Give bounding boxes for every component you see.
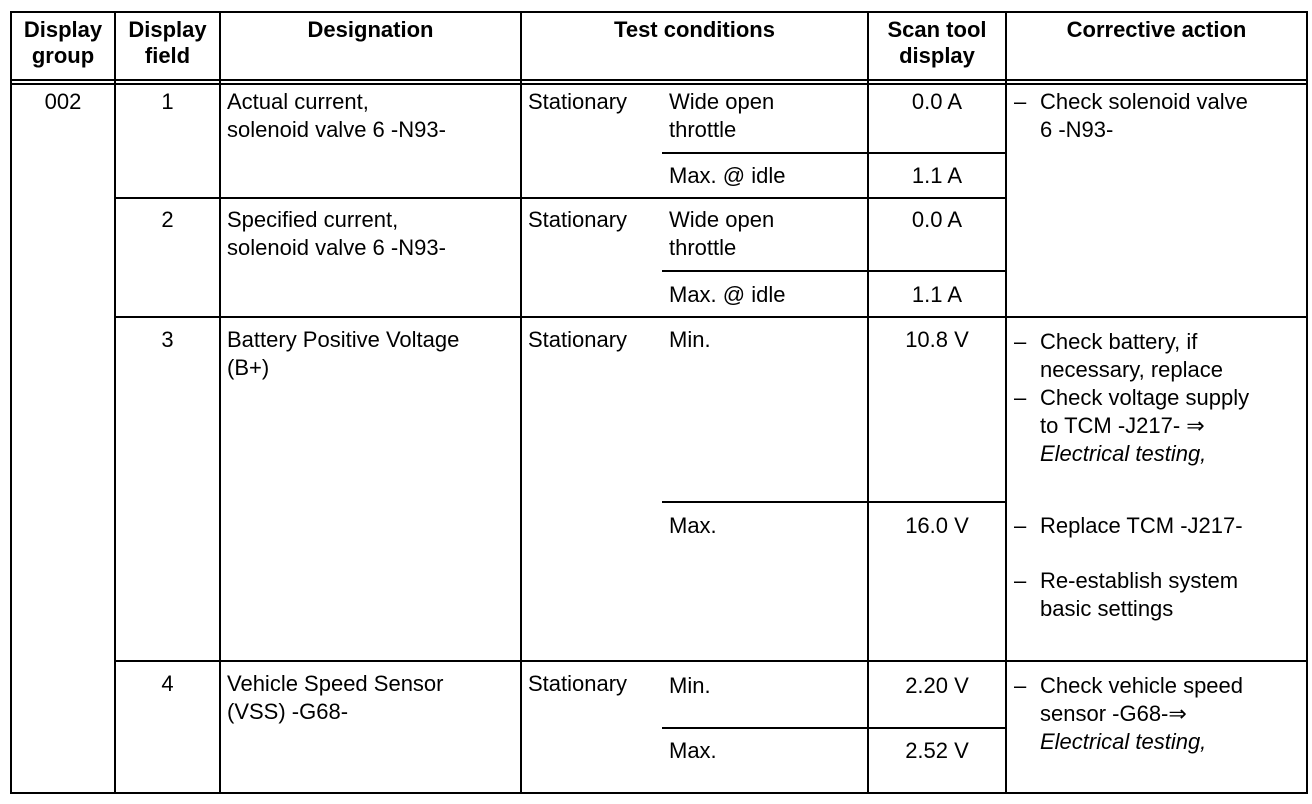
header-scan-tool-display: Scan tool display — [887, 17, 987, 68]
designation-4: Vehicle Speed Sensor (VSS) -G68- — [227, 671, 444, 724]
row-sep-3 — [114, 660, 1308, 662]
test-4b-label: Max. — [669, 738, 717, 763]
header-corrective-action: Corrective action — [1066, 17, 1247, 42]
test-3a-label: Min. — [669, 327, 711, 352]
action-6: Check vehicle speed sensor -G68-⇒ Electrical testing, — [1040, 673, 1244, 754]
action-3-dash: – — [1014, 385, 1027, 410]
test-3a-value: 10.8 V — [905, 327, 969, 352]
action-3: Check voltage supply to TCM -J217- ⇒ Electrical testing, — [1040, 385, 1250, 466]
action-4-dash: – — [1014, 513, 1027, 538]
header-divider-2 — [10, 83, 1308, 85]
action-5: Re-establish system basic settings — [1040, 568, 1239, 621]
subrow-sep-2 — [662, 270, 1007, 272]
test-4a-label: Min. — [669, 673, 711, 698]
action-2: Check battery, if necessary, replace — [1040, 329, 1224, 382]
header-display-group: Display group — [23, 17, 103, 68]
table-border-right — [1306, 11, 1308, 794]
col-sep-5 — [1005, 11, 1007, 794]
field-3: 3 — [161, 327, 174, 352]
action-5-dash: – — [1014, 568, 1027, 593]
condition-1: Stationary — [528, 89, 628, 114]
designation-3: Battery Positive Voltage (B+) — [227, 327, 460, 380]
test-1a-label: Wide open throttle — [669, 89, 775, 142]
test-3b-value: 16.0 V — [905, 513, 969, 538]
action-4: Replace TCM -J217- — [1040, 513, 1243, 538]
col-sep-3 — [520, 11, 522, 794]
action-1-dash: – — [1014, 89, 1027, 114]
header-display-field: Display field — [128, 17, 207, 68]
display-group-value: 002 — [44, 89, 82, 114]
test-1b-label: Max. @ idle — [669, 163, 786, 188]
table-border-top — [10, 11, 1308, 13]
action-1: Check solenoid valve 6 -N93- — [1040, 89, 1248, 142]
subrow-sep-3 — [662, 501, 1007, 503]
test-2b-label: Max. @ idle — [669, 282, 786, 307]
designation-2: Specified current, solenoid valve 6 -N93- — [227, 207, 446, 260]
header-divider — [10, 79, 1308, 81]
test-4a-value: 2.20 V — [905, 673, 969, 698]
test-2a-label: Wide open throttle — [669, 207, 775, 260]
test-3b-label: Max. — [669, 513, 717, 538]
action-6-dash: – — [1014, 673, 1027, 698]
designation-1: Actual current, solenoid valve 6 -N93- — [227, 89, 446, 142]
row-sep-1 — [114, 197, 1007, 199]
test-4b-value: 2.52 V — [905, 738, 969, 763]
field-4: 4 — [161, 671, 174, 696]
test-2a-value: 0.0 A — [911, 207, 963, 232]
test-2b-value: 1.1 A — [911, 282, 963, 307]
test-1a-value: 0.0 A — [911, 89, 963, 114]
col-sep-2 — [219, 11, 221, 794]
test-1b-value: 1.1 A — [911, 163, 963, 188]
header-designation: Designation — [307, 17, 434, 42]
subrow-sep-4 — [662, 727, 1007, 729]
condition-2: Stationary — [528, 207, 628, 232]
action-2-dash: – — [1014, 329, 1027, 354]
table-border-bottom — [10, 792, 1308, 794]
table-border-left — [10, 11, 12, 794]
field-1: 1 — [161, 89, 174, 114]
header-test-conditions: Test conditions — [614, 17, 775, 42]
field-2: 2 — [161, 207, 174, 232]
row-sep-2 — [114, 316, 1308, 318]
condition-4: Stationary — [528, 671, 628, 696]
condition-3: Stationary — [528, 327, 628, 352]
subrow-sep-1 — [662, 152, 1007, 154]
